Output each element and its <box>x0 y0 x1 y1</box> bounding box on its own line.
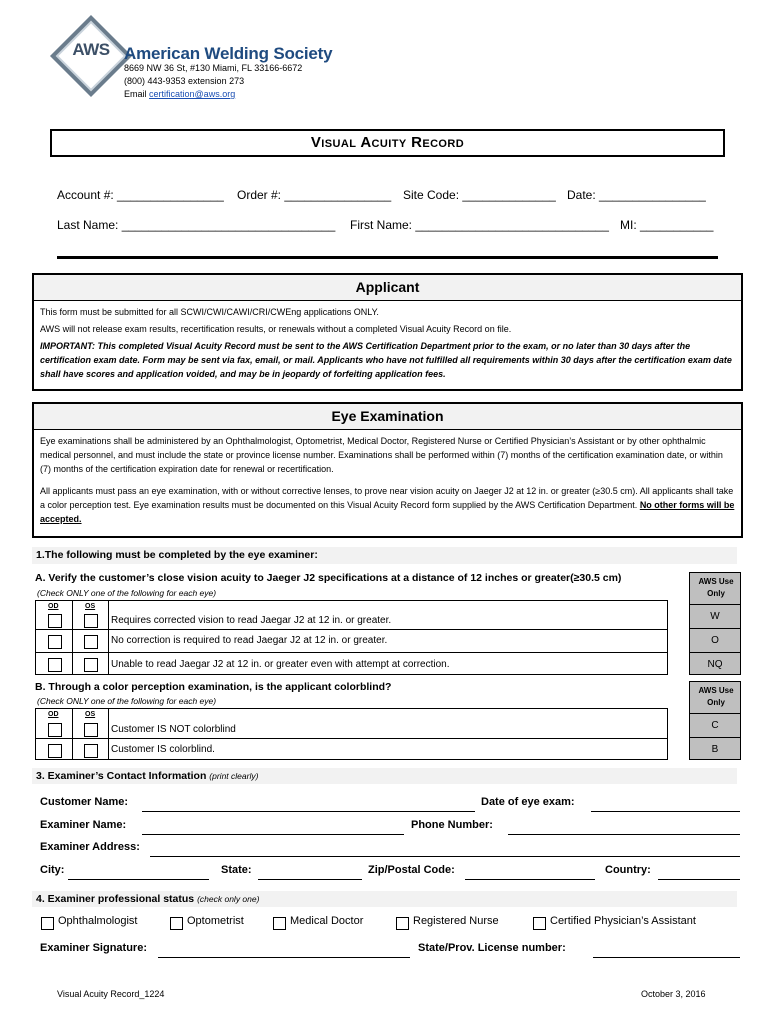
os-label-b: OS <box>85 711 96 718</box>
od-checkbox[interactable] <box>48 614 62 628</box>
city-label: City: <box>40 864 65 876</box>
site-code-field[interactable]: Site Code: ______________ <box>403 188 556 202</box>
aws-use-box-a <box>689 572 741 675</box>
applicant-heading: Applicant <box>34 275 741 301</box>
option-row <box>36 601 667 630</box>
aws-use-head-a: AWS Use Only <box>698 577 734 598</box>
applicant-section <box>32 273 743 391</box>
zip-input[interactable] <box>465 879 595 880</box>
page-title: Visual Acuity Record <box>50 129 725 157</box>
aws-logo-text: AWS <box>72 40 110 59</box>
email-link[interactable]: certification@aws.org <box>149 89 236 99</box>
ophthalmologist-label: Ophthalmologist <box>58 915 138 927</box>
option-text: Customer IS NOT colorblind <box>111 724 236 735</box>
account-field[interactable]: Account #: ________________ <box>57 188 224 202</box>
section4-heading-bar <box>32 891 737 907</box>
examiner-signature-input[interactable] <box>158 957 410 958</box>
code-w: W <box>690 604 740 628</box>
option-row <box>36 739 667 761</box>
date-of-exam-label: Date of eye exam: <box>481 796 575 808</box>
question-b-table <box>35 708 668 760</box>
applicant-p1: This form must be submitted for all SCWI/CWI/CAWI/CRI/CWEng applications ONLY. <box>40 307 379 317</box>
option-row <box>36 653 667 676</box>
od-checkbox[interactable] <box>48 744 62 758</box>
os-checkbox[interactable] <box>84 744 98 758</box>
applicant-body <box>34 301 741 388</box>
od-checkbox[interactable] <box>48 635 62 649</box>
last-name-field[interactable]: Last Name: ________________________________ <box>57 218 336 232</box>
date-of-exam-input[interactable] <box>591 811 740 812</box>
footer-date: October 3, 2016 <box>641 989 706 999</box>
od-label-b: OD <box>48 711 59 718</box>
od-label: OD <box>48 603 59 610</box>
divider-rule <box>57 256 718 259</box>
applicant-p2: AWS will not release exam results, recertification results, or renewals without a completed Visual Acuity Record on file. <box>40 324 512 334</box>
section4-hint: (check only one) <box>197 894 260 904</box>
os-checkbox[interactable] <box>84 614 98 628</box>
footer-doc-id: Visual Acuity Record_1224 <box>57 989 165 999</box>
city-input[interactable] <box>68 879 209 880</box>
eye-exam-p2-text: All applicants must pass an eye examination, with or without corrective lenses, to prove near vision acuity on Jaeger J2 at 12 in. or greater (≥30.5 cm). All applicants shall take a color perception test. Eye examination results must be documented on this Visual Acuity Record form supplied by the AWS Certification Department. <box>40 486 734 510</box>
license-number-input[interactable] <box>593 957 740 958</box>
phone-number-label: Phone Number: <box>411 819 493 831</box>
question-a-hint: (Check ONLY one of the following for each eye) <box>37 588 217 598</box>
important-text: : This completed Visual Acuity Record must be sent to the AWS Certification Department prior to the exam, or no later than 30 days after the certification exam date. Form may be sent via fax, email, or mail. Applicants who have not fulfilled all requirements within 30 days after the certification exam date shall have scores and application voided, and may be in jeopardy of forfeiting application fees. <box>40 341 732 379</box>
license-number-label: State/Prov. License number: <box>418 942 566 954</box>
aws-use-head-b: AWS Use Only <box>698 686 734 707</box>
org-email-line <box>124 89 235 99</box>
section4-heading: 4. Examiner professional status <box>36 893 195 905</box>
state-input[interactable] <box>258 879 362 880</box>
physician-assistant-checkbox[interactable] <box>533 917 546 930</box>
question-a-title: A. Verify the customer’s close vision acuity to Jaeger J2 specifications at a distance of 12 inches or greater(≥30.5 cm) <box>35 572 622 584</box>
od-checkbox[interactable] <box>48 723 62 737</box>
date-field[interactable]: Date: ________________ <box>567 188 706 202</box>
code-o: O <box>690 628 740 652</box>
section3-heading: 3. Examiner’s Contact Information <box>36 770 207 782</box>
ophthalmologist-checkbox[interactable] <box>41 917 54 930</box>
eye-exam-heading: Eye Examination <box>34 404 741 430</box>
examiner-address-label: Examiner Address: <box>40 841 140 853</box>
email-label: Email <box>124 89 147 99</box>
option-text: Customer IS colorblind. <box>111 744 215 755</box>
section1-heading: 1.The following must be completed by the eye examiner: <box>32 547 737 564</box>
question-b-title: B. Through a color perception examination, is the applicant colorblind? <box>35 681 392 693</box>
option-row <box>36 709 667 739</box>
country-input[interactable] <box>658 879 740 880</box>
examiner-address-input[interactable] <box>150 856 740 857</box>
zip-label: Zip/Postal Code: <box>368 864 455 876</box>
code-c: C <box>690 713 740 737</box>
os-checkbox[interactable] <box>84 658 98 672</box>
code-nq: NQ <box>690 652 740 676</box>
code-b: B <box>690 737 740 761</box>
physician-assistant-label: Certified Physician’s Assistant <box>550 915 696 927</box>
examiner-name-input[interactable] <box>142 834 404 835</box>
customer-name-label: Customer Name: <box>40 796 129 808</box>
os-checkbox[interactable] <box>84 635 98 649</box>
eye-exam-section <box>32 402 743 538</box>
option-text: No correction is required to read Jaegar J2 at 12 in. or greater. <box>111 635 388 646</box>
question-a-table <box>35 600 668 675</box>
option-row <box>36 630 667 653</box>
applicant-important <box>40 339 735 381</box>
option-text: Requires corrected vision to read Jaegar J2 at 12 in. or greater. <box>111 615 392 626</box>
section3-heading-bar <box>32 768 737 784</box>
state-label: State: <box>221 864 252 876</box>
org-name: American Welding Society <box>124 44 333 63</box>
registered-nurse-label: Registered Nurse <box>413 915 499 927</box>
customer-name-input[interactable] <box>142 811 475 812</box>
od-checkbox[interactable] <box>48 658 62 672</box>
option-text: Unable to read Jaegar J2 at 12 in. or greater even with attempt at correction. <box>111 659 450 670</box>
optometrist-checkbox[interactable] <box>170 917 183 930</box>
no-other-forms: No other forms will be accepted. <box>40 500 735 524</box>
eye-exam-body <box>34 430 741 533</box>
order-field[interactable]: Order #: ________________ <box>237 188 392 202</box>
medical-doctor-label: Medical Doctor <box>290 915 364 927</box>
org-phone: (800) 443-9353 extension 273 <box>124 76 245 86</box>
mi-field[interactable]: MI: ___________ <box>620 218 714 232</box>
eye-exam-p1: Eye examinations shall be administered by an Ophthalmologist, Optometrist, Medical Doctor, Registered Nurse or Certified Physician’s Assistant or by other ophthalmic medical personnel, and must include the state or province license number. Examinations shall be performed within (7) months of the certification examination date, or within (7) months of the certification expiration date for renewal or recertification. <box>40 436 723 474</box>
org-address: 8669 NW 36 St, #130 Miami, FL 33166-6672 <box>124 63 303 73</box>
examiner-signature-label: Examiner Signature: <box>40 942 147 954</box>
section3-hint: (print clearly) <box>209 771 259 781</box>
examiner-name-label: Examiner Name: <box>40 819 127 831</box>
medical-doctor-checkbox[interactable] <box>273 917 286 930</box>
registered-nurse-checkbox[interactable] <box>396 917 409 930</box>
first-name-field[interactable]: First Name: _____________________________ <box>350 218 609 232</box>
optometrist-label: Optometrist <box>187 915 244 927</box>
phone-number-input[interactable] <box>508 834 740 835</box>
aws-use-box-b <box>689 681 741 760</box>
important-label: IMPORTANT <box>40 341 92 351</box>
os-label: OS <box>85 603 96 610</box>
question-b-hint: (Check ONLY one of the following for each eye) <box>37 696 217 706</box>
country-label: Country: <box>605 864 651 876</box>
eye-exam-p2 <box>40 484 735 526</box>
os-checkbox[interactable] <box>84 723 98 737</box>
